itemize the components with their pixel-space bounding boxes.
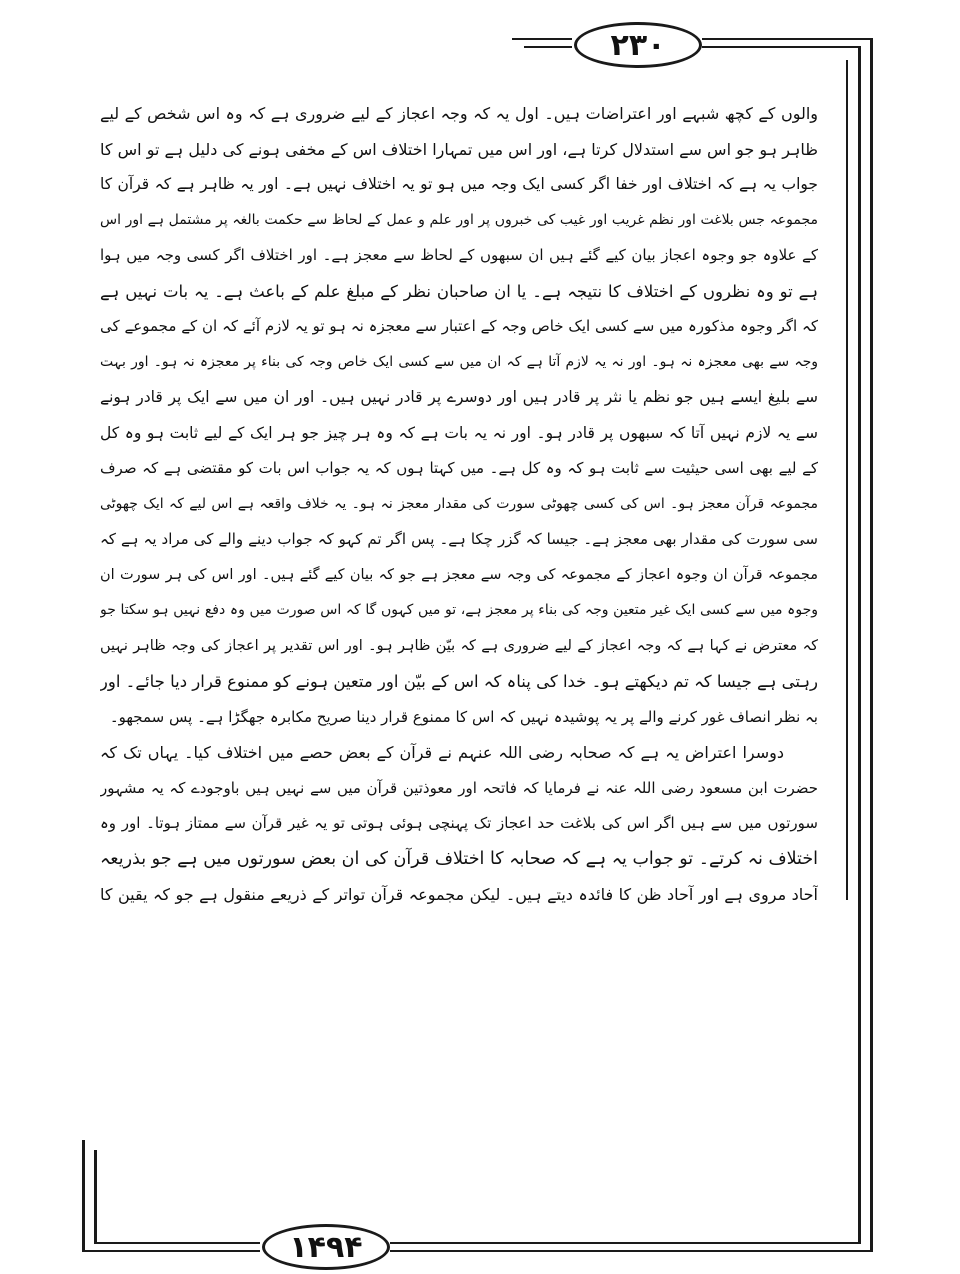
text-line: ظاہر ہو جو اس سے استدلال کرتا ہے، اور اس میں تمہارا اختلاف اس کے مخفی ہونے کی دلیل ہے تو اس کا bbox=[100, 139, 818, 159]
text-line: کے علاوہ جو وجوہ اعجاز بیان کیے گئے ہیں ان سبھوں کے لحاظ سے معجز ہے۔ اور اختلاف اگر کسی وجہ میں ہوا bbox=[100, 246, 818, 264]
frame-left-inner bbox=[94, 1150, 97, 1244]
text-line: مجموعہ قرآن ان وجوہ اعجاز کے مجموعہ کی وجہ سے معجز ہے جو کہ بیان کیے گئے ہیں۔ اور اس کی ہر سورت ان bbox=[100, 566, 818, 583]
frame-right-inner-short bbox=[846, 60, 848, 900]
frame-bottom-right-inner bbox=[390, 1242, 861, 1244]
text-line: ہے تو وہ نظروں کے اختلاف کا نتیجہ ہے۔ یا ان صاحبان نظر کے مبلغ علم کے باعث ہے۔ یہ بات نہیں ہے bbox=[100, 281, 818, 301]
text-line: رہتی ہے جیسا کہ تم دیکھتے ہو۔ خدا کی پناہ کہ اس کے بیّن اور متعین ہونے کو ممنوع قرار دیا جائے۔ اور bbox=[100, 672, 818, 691]
footer-page-number: ۱۴۹۴ bbox=[262, 1224, 390, 1270]
text-line: کہ معترض نے کہا ہے کہ وجہ اعجاز کے لیے ضروری ہے کہ بیّن ظاہر ہو۔ اور اس تقدیر پر اعجاز کی وجہ ظاہر نہیں bbox=[100, 637, 818, 654]
header-page-number: ۲۳۰ bbox=[574, 22, 702, 68]
text-line: وجوہ میں سے کسی ایک غیر متعین وجہ کی بناء پر معجز ہے، تو میں کہوں گا کہ اس صورت میں وہ دفع نہیں ہو سکتا جو bbox=[100, 602, 818, 618]
frame-bottom-left-outer bbox=[82, 1250, 260, 1252]
frame-left-outer bbox=[82, 1140, 85, 1252]
text-line: حضرت ابن مسعود رضی اللہ عنہ نے فرمایا کہ فاتحہ اور معوذتین قرآن میں سے نہیں ہیں باوجودے کہ یہ مشہور bbox=[100, 778, 818, 797]
frame-top-outer bbox=[702, 38, 872, 40]
frame-top-inner bbox=[702, 46, 860, 48]
text-line: سے بلیغ ایسے ہیں جو نظم یا نثر پر قادر ہیں اور دوسرے پر قادر نہیں ہیں۔ اور ان میں سے ایک پر قادر ہونے bbox=[100, 388, 818, 406]
text-line: سی سورت کی مقدار بھی معجز ہے۔ جیسا کہ گزر چکا ہے۔ پس اگر تم کہو کہ جواب دینے والے کی مراد یہ ہے کہ bbox=[100, 530, 818, 548]
frame-top-left-outer bbox=[512, 38, 572, 40]
body-text bbox=[100, 96, 818, 913]
text-line: سے یہ لازم نہیں آتا کہ سبھوں پر قادر ہو۔ اور نہ یہ بات ہے کہ وہ ہر چیز جو ہر ایک کے لیے ثابت ہو وہ کل bbox=[100, 423, 818, 442]
text-line: آحاد مروی ہے اور آحاد ظن کا فائدہ دیتے ہیں۔ لیکن مجموعہ قرآن تواتر کے ذریعے منقول ہے جو کہ یقین کا bbox=[100, 885, 818, 904]
text-line: مجموعہ جس بلاغت اور نظم غریب اور غیب کی خبروں پر اور علم و عمل کے لحاظ سے حکمت بالغہ پر مشتمل ہے اور اس bbox=[100, 211, 818, 228]
frame-right-inner bbox=[858, 46, 861, 1244]
frame-right-outer bbox=[870, 38, 873, 1252]
text-line: سورتوں میں سے ہیں اگر اس کی بلاغت حد اعجاز تک پہنچی ہوئی ہوتی تو یہ غیر قرآن سے ممتاز ہوتا۔ اور وہ bbox=[100, 814, 818, 832]
text-line: کے لیے بھی اسی حیثیت سے ثابت ہو کہ وہ کل ہے۔ میں کہتا ہوں کہ یہ جواب اس بات کو مقتضی ہے کہ صرف bbox=[100, 459, 818, 477]
text-line: مجموعہ قرآن معجز ہو۔ اس کی کسی چھوٹی سورت کی مقدار معجز نہ ہو۔ یہ خلاف واقعہ ہے اس لیے کہ ایک چھوٹی bbox=[100, 495, 818, 512]
text-line: بہ نظر انصاف غور کرنے والے پر یہ پوشیدہ نہیں کہ اس کا ممنوع قرار دینا صریح مکابرہ جھگڑا ہے۔ پس سمجھو۔ bbox=[109, 707, 818, 726]
text-line: کہ اگر وجوہ مذکورہ میں سے کسی ایک خاص وجہ کے اعتبار سے معجزہ نہ ہو تو یہ لازم آئے کہ ان کے مجموعے کی bbox=[100, 317, 818, 335]
text-line: جواب یہ ہے کہ اختلاف اور خفا اگر کسی ایک وجہ میں ہو تو یہ اختلاف نہیں ہے۔ اور یہ ظاہر ہے کہ قرآن کا bbox=[100, 175, 818, 193]
frame-bottom-right-outer bbox=[390, 1250, 873, 1252]
frame-bottom-left-inner bbox=[94, 1242, 260, 1244]
text-line: اختلاف نہ کرتے۔ تو جواب یہ ہے کہ صحابہ کا اختلاف قرآن کی ان بعض سورتوں میں ہے جو بذریعہ bbox=[100, 848, 818, 869]
frame-top-left-inner bbox=[524, 46, 572, 48]
text-line: دوسرا اعتراض یہ ہے کہ صحابہ رضی اللہ عنہم نے قرآن کے بعض حصے میں اختلاف کیا۔ یہاں تک کہ bbox=[100, 743, 784, 762]
text-line: والوں کے کچھ شبہے اور اعتراضات ہیں۔ اول یہ کہ وجہ اعجاز کے لیے ضروری ہے کہ وہ اس شخص کے لیے bbox=[100, 104, 818, 123]
text-line: وجہ سے بھی معجزہ نہ ہو۔ اور نہ یہ لازم آتا ہے کہ ان میں سے کسی ایک خاص وجہ کی بناء پر معجزہ نہ ہو۔ اور بہت bbox=[100, 353, 818, 370]
